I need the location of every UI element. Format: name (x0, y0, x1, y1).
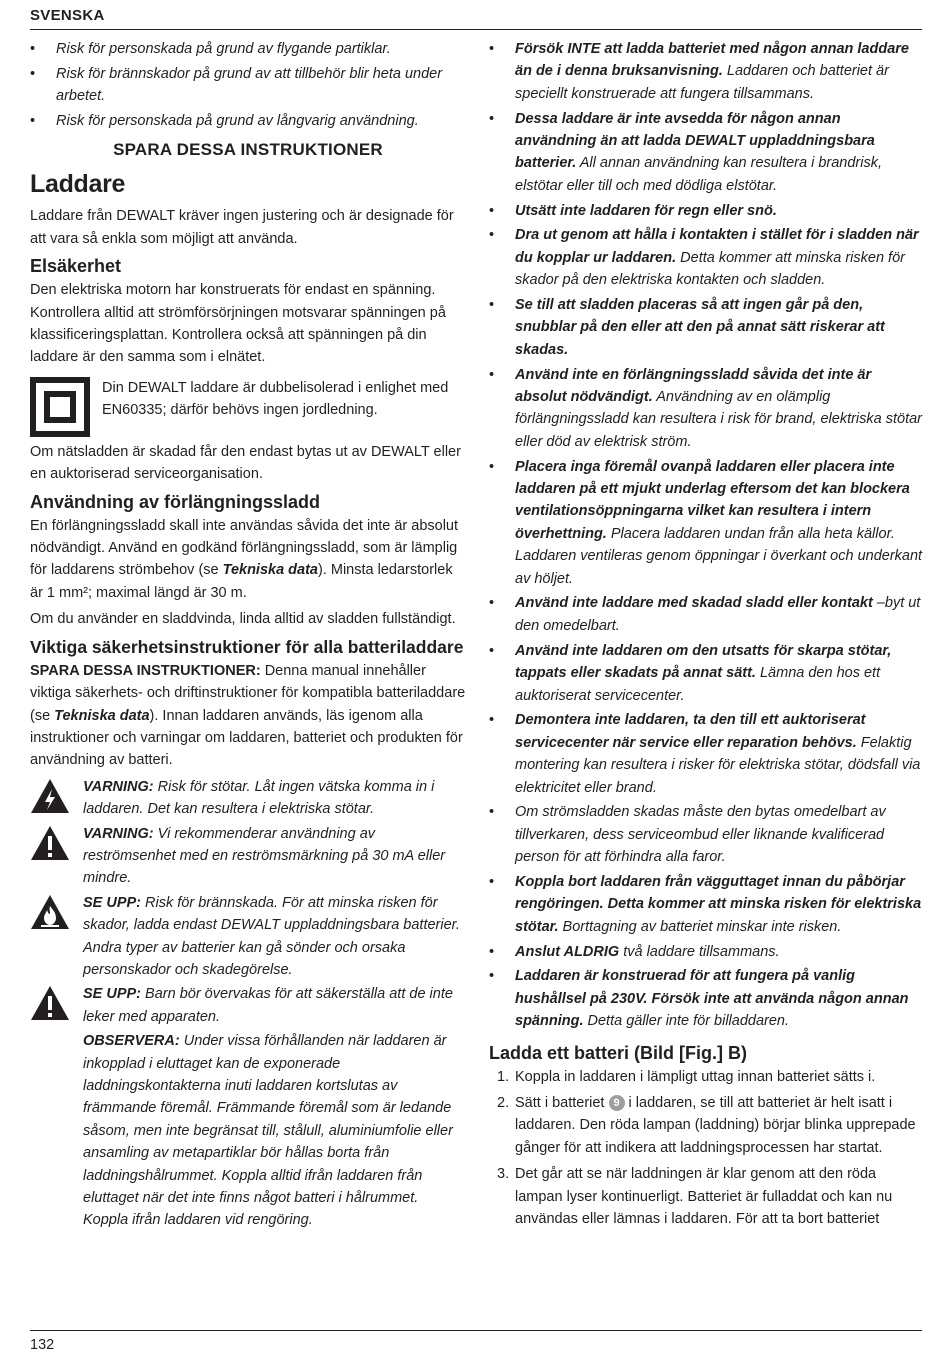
charger-safety-list (489, 38, 925, 1033)
list-item: • Se till att sladden placeras så att ingen går på den, snubblar på den eller att den på annat sätt riskerar att skadas. (489, 294, 925, 361)
charging-steps (489, 1066, 925, 1231)
step-item: 1. Koppla in laddaren i lämpligt uttag innan batteriet sätts i. (497, 1068, 876, 1085)
list-item: • Demontera inte laddaren, ta den till ett auktoriserat servicecenter när service eller reparation behövs. Felaktig montering kan resultera i risker för elektriska stötar, dödsfall via elektricitet eller brand. (489, 709, 925, 799)
list-item: • Placera inga föremål ovanpå laddaren eller placera inte laddaren på ett mjukt underlag eftersom det kan blockera ventilationsöppningarna vilket kan resultera i intern överhettning. Placera laddaren undan från alla heta källor. Laddaren ventileras genom öppningar i överkant och underkant av höljet. (489, 456, 925, 590)
safety-intro-paragraph: SPARA DESSA INSTRUKTIONER: Denna manual innehåller viktiga säkerhets- och driftinstruktioner för kompatibla batteriladdare (se Tekniska data). Innan laddaren används, läs igenom alla instruktioner och varningar om laddaren, batteriet och produkten för användning av batteri. (30, 662, 466, 769)
extension-cord-paragraph: En förlängningssladd skall inte användas såvida det inte är absolut nödvändigt. Använd en godkänd förlängningssladd, som är lämplig för laddarens strömbehov (se Tekniska data). Minsta ledarstorlek är 1 mm²; maximal längd är 30 m. (30, 517, 459, 601)
left-column (30, 38, 466, 1234)
section-title-laddare: Laddare (30, 170, 126, 199)
heading-charge-battery: Ladda ett batteri (Bild [Fig.] B) (489, 1042, 747, 1063)
list-item: • Utsätt inte laddaren för regn eller snö. (489, 200, 925, 222)
warning-item: SE UPP: Risk för brännskada. För att minska risken för skador, ladda endast DEWALT uppladdningsbara batterier. Andra typer av batterier kan gå sönder och orsaka personskador och skadegörelse. (30, 892, 466, 982)
warning-item: VARNING: Vi rekommenderar användning av reströmsenhet med en reströmsmärkning på 30 mA eller mindre. (30, 823, 466, 890)
laddare-paragraph: Laddare från DEWALT kräver ingen justering och är designade för att vara så enkla som möjligt att använda. (30, 208, 454, 247)
double-insulation-icon (30, 377, 90, 437)
technical-data-reference: Tekniska data (222, 562, 318, 579)
list-item: • Risk för brännskador på grund av att tillbehör blir heta under arbetet. (30, 63, 466, 108)
page-number: 132 (30, 1337, 55, 1353)
warning-item: VARNING: Risk för stötar. Låt ingen vätska komma in i laddaren. Det kan resultera i elektriska stötar. (30, 776, 466, 821)
double-insulation-block (30, 377, 466, 437)
list-item: • Anslut ALDRIG två laddare tillsammans. (489, 941, 925, 963)
cord-replacement-paragraph: Om nätsladden är skadad får den endast bytas ut av DEWALT eller en auktoriserad serviceorganisation. (30, 443, 461, 483)
intro-risk-list (30, 38, 466, 132)
elsakerhet-paragraph: Den elektriska motorn har konstruerats för endast en spänning. Kontrollera alltid att strömförsörjningen motsvarar spänningen på klassificeringsplattan. Kontrollera också att spänningen på din laddare är den samma som i elnätet. (30, 282, 446, 366)
list-item: • Koppla bort laddaren från vägguttaget innan du påbörjar rengöringen. Detta kommer att minska risken för elektriska stötar. Borttagning av batteriet minskar inte risken. (489, 871, 925, 938)
double-insulation-text: Din DEWALT laddare är dubbelisolerad i enlighet med EN60335; därför behövs ingen jordledning. (102, 379, 449, 419)
page-footer (30, 1330, 922, 1353)
page-header (30, 7, 922, 30)
list-item: • Använd inte laddaren om den utsatts för skarpa stötar, tappats eller skadats på annat sätt. Lämna den hos ett auktoriserat servicecenter. (489, 640, 925, 707)
fire-warning-icon (30, 894, 70, 930)
technical-data-reference: Tekniska data (54, 707, 150, 724)
heading-safety-instructions: Viktiga säkerhetsinstruktioner för alla batteriladdare (30, 636, 464, 657)
language-label: SVENSKA (30, 7, 105, 24)
warning-item: SE UPP: Barn bör övervakas för att säkerställa att de inte leker med apparaten. (30, 983, 466, 1028)
step-item: 2. Sätt i batteriet 9 i laddaren, se till att batteriet är helt isatt i laddaren. Den röda lampan (laddning) börjar blinka upprepade gånger för att indikera att laddningsprocessen har startat. (497, 1094, 916, 1156)
notice-item: OBSERVERA: Under vissa förhållanden när laddaren är inkopplad i eluttaget kan de exponerade laddningskontakterna inuti laddaren kortslutas av främmande föremål. Främmande föremål som är ledande såsom, men inte begränsat till, stålull, aluminiumfolie eller ansamling av metapartiklar bör hållas borta från laddningshålrummet. Koppla alltid ifrån laddaren från eluttaget när det inte finns något batteri i hålrummet. Koppla ifrån laddaren vid rengöring. (83, 1033, 453, 1229)
electric-shock-warning-icon (30, 778, 70, 814)
list-item: • Dessa laddare är inte avsedda för någon annan användning än att ladda DEWALT uppladdningsbara batterier. All annan användning kan resultera i brandrisk, elstötar eller till och med dödliga elstötar. (489, 108, 925, 198)
list-item: • Försök INTE att ladda batteriet med någon annan laddare än de i denna bruksanvisning. Laddaren och batteriet är speciellt konstruerade att fungera tillsammans. (489, 38, 925, 105)
figure-reference-badge: 9 (609, 1095, 625, 1111)
list-item: • Om strömsladden skadas måste den bytas omedelbart av tillverkaren, dess serviceombud eller liknande kvalificerad person för att förhindra alla faror. (489, 801, 925, 868)
heading-elsakerhet: Elsäkerhet (30, 256, 122, 277)
caution-warning-icon (30, 985, 70, 1021)
list-item: • Laddaren är konstruerad för att fungera på vanlig hushållsel på 230V. Försök inte att använda någon annan spänning. Detta gäller inte för billaddaren. (489, 965, 925, 1032)
list-item: • Använd inte en förlängningssladd såvida det inte är absolut nödvändigt. Användning av en olämplig förlängningssladd kan resultera i risk för brand, elektriska stötar eller död av elektrisk ström. (489, 364, 925, 454)
right-column (489, 38, 925, 1234)
cord-reel-paragraph: Om du använder en sladdvinda, linda alltid av sladden fullständigt. (30, 611, 456, 628)
general-warning-icon (30, 825, 70, 861)
list-item: • Risk för personskada på grund av långvarig användning. (30, 110, 466, 132)
step-item: 3. Det går att se när laddningen är klar genom att den röda lampan lyser kontinuerligt. Batteriet är fulladdat och kan nu användas eller lämnas i laddaren. För att ta bort batteriet (497, 1166, 893, 1227)
heading-extension-cord: Användning av förlängningssladd (30, 491, 321, 512)
list-item: • Använd inte laddare med skadad sladd eller kontakt –byt ut den omedelbart. (489, 592, 925, 637)
list-item: • Risk för personskada på grund av flygande partiklar. (30, 38, 466, 60)
save-instructions-heading: SPARA DESSA INSTRUKTIONER (113, 140, 383, 160)
list-item: • Dra ut genom att hålla i kontakten i stället för i sladden när du kopplar ur laddaren. Detta kommer att minska risken för skador på den elektriska kontakten och sladden. (489, 224, 925, 291)
